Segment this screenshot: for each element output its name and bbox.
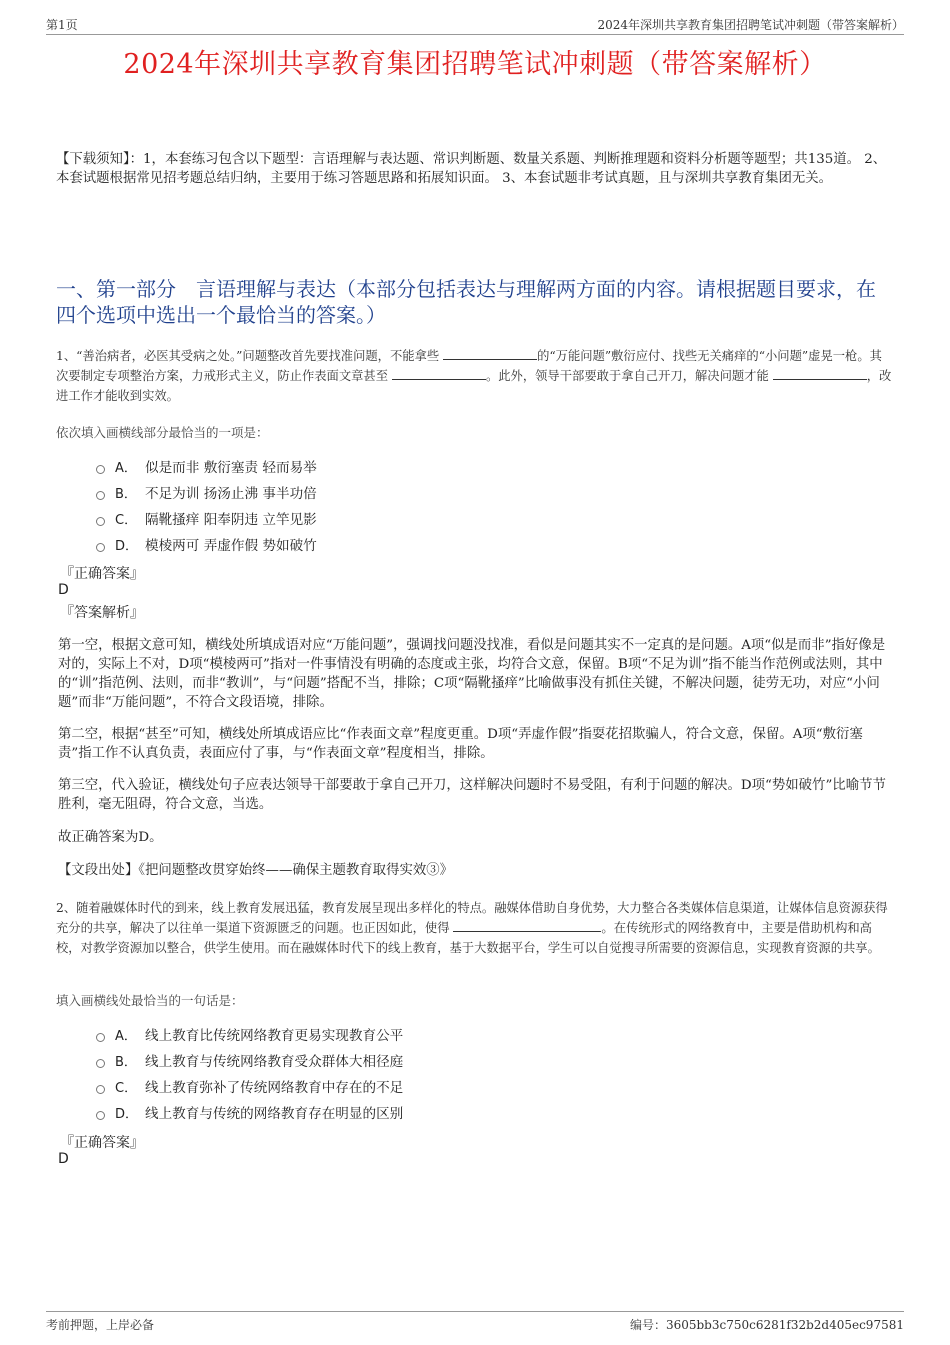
correct-answer: D: [58, 582, 69, 598]
option-text: 线上教育比传统网络教育更易实现教育公平: [145, 1028, 404, 1044]
radio-button[interactable]: [96, 1033, 105, 1042]
question-1-text-4: ，改进工作才能收到实效。: [56, 369, 892, 403]
option-b[interactable]: [96, 1047, 403, 1073]
radio-button[interactable]: [96, 1085, 105, 1094]
radio-button[interactable]: [96, 491, 105, 500]
document-title: 2024年深圳共享教育集团招聘笔试冲刺题（带答案解析）: [123, 49, 827, 80]
question-2-text-1: 2、随着融媒体时代的到来，线上教育发展迅猛，教育发展呈现出多样化的特点。融媒体借助自身优势，大力整合各类媒体信息渠道，让媒体信息资源获得充分的共享，解决了以往单一渠道下资源匮乏的问题。也正因如此，使得: [56, 901, 888, 935]
option-letter: A．: [115, 1028, 137, 1044]
option-letter: A．: [115, 460, 137, 476]
correct-answer-label: 『正确答案』: [60, 566, 144, 582]
option-text: 模棱两可 弄虚作假 势如破竹: [145, 538, 317, 554]
option-text: 似是而非 敷衍塞责 轻而易举: [145, 460, 317, 476]
question-2-prompt: 填入画横线处最恰当的一句话是：: [56, 993, 244, 1008]
radio-button[interactable]: [96, 1111, 105, 1120]
radio-button[interactable]: [96, 1059, 105, 1068]
analysis-paragraph: 第二空，根据“甚至”可知，横线处所填成语应比“作表面文章”程度更重。D项“弄虚作假”指耍花招欺骗人，符合文意，保留。A项“敷衍塞责”指工作不认真负责，表面应付了事，与“作表面文章”程度相当，排除。: [58, 727, 863, 761]
analysis-label: 『答案解析』: [60, 605, 144, 621]
analysis-paragraph: 第三空，代入验证，横线处句子应表达领导干部要敢于拿自己开刀，这样解决问题时不易受阻，有利于问题的解决。D项“势如破竹”比喻节节胜利，毫无阻碍，符合文意，当选。: [58, 778, 886, 812]
option-a[interactable]: [96, 1021, 403, 1047]
question-2-text-2: 。在传统形式的网络教育中，主要是借助机构和高校，对教学资源加以整合，供学生使用。而在融媒体时代下的线上教育，基于大数据平台，学生可以自觉搜寻所需要的资源信息，实现教育资源的共享。: [56, 921, 880, 955]
download-notice: 【下载须知】：1，本套练习包含以下题型：言语理解与表达题、常识判断题、数量关系题、判断推理题和资料分析题等题型；共135道。 2、本套试题根据常见招考题总结归纳，主要用于练习答题思路和拓展知识面。 3、本套试题非考试真题，且与深圳共享教育集团无关。: [56, 152, 887, 186]
option-letter: B．: [115, 1054, 137, 1070]
radio-button[interactable]: [96, 543, 105, 552]
page-footer: [46, 1311, 904, 1336]
section-heading: 一、第一部分 言语理解与表达（本部分包括表达与理解两方面的内容。请根据题目要求，在四个选项中选出一个最恰当的答案。）: [56, 277, 876, 327]
blank-line: [443, 347, 537, 360]
option-text: 不足为训 扬汤止沸 事半功倍: [145, 486, 317, 502]
analysis-conclusion: 故正确答案为D。: [58, 830, 163, 845]
option-letter: C．: [115, 1080, 138, 1096]
document-id: 编号：3605bb3c750c6281f32b2d405ec97581: [629, 1318, 904, 1332]
option-text: 线上教育与传统的网络教育存在明显的区别: [145, 1106, 404, 1122]
option-text: 线上教育弥补了传统网络教育中存在的不足: [145, 1080, 404, 1096]
question-1-stem: [56, 346, 894, 406]
option-c[interactable]: [96, 505, 317, 531]
page-number: 第1页: [46, 18, 78, 32]
radio-button[interactable]: [96, 517, 105, 526]
blank-line: [453, 919, 601, 932]
option-text: 线上教育与传统网络教育受众群体大相径庭: [145, 1054, 404, 1070]
option-letter: B．: [115, 486, 137, 502]
correct-answer-label: 『正确答案』: [60, 1135, 144, 1151]
page-header: [46, 14, 904, 35]
option-a[interactable]: [96, 453, 317, 479]
question-1-text-2: 的“万能问题”敷衍应付、找些无关痛痒的“小问题”虚晃一枪。其次要制定专项整治方案，力戒形式主义，防止作表面文章甚至: [56, 349, 882, 383]
radio-button[interactable]: [96, 465, 105, 474]
question-1-prompt: 依次填入画横线部分最恰当的一项是：: [56, 425, 269, 440]
question-2-options: [96, 1021, 403, 1125]
option-letter: C．: [115, 512, 138, 528]
blank-line: [773, 367, 867, 380]
option-letter: D．: [115, 1106, 139, 1122]
option-letter: D．: [115, 538, 139, 554]
option-c[interactable]: [96, 1073, 403, 1099]
question-1-options: [96, 453, 317, 557]
header-doc-title: 2024年深圳共享教育集团招聘笔试冲刺题（带答案解析）: [597, 18, 904, 32]
question-1-text-1: 1、“善治病者，必医其受病之处。”问题整改首先要找准问题，不能拿些: [56, 349, 444, 363]
source-citation: 【文段出处】《把问题整改贯穿始终——确保主题教育取得实效③》: [58, 863, 454, 878]
question-1-text-3: 。此外，领导干部要敢于拿自己开刀，解决问题才能: [485, 369, 773, 383]
option-d[interactable]: [96, 531, 317, 557]
option-d[interactable]: [96, 1099, 403, 1125]
analysis-paragraph: 第一空，根据文意可知，横线处所填成语对应“万能问题”，强调找问题没找准，看似是问题其实不一定真的是问题。A项“似是而非”指好像是对的，实际上不对，D项“模棱两可”指对一件事情没有明确的态度或主张，均符合文意，保留。B项“不足为训”指不能当作范例或法则，其中的“训”指范例、法则，而非“教训”，与“问题”搭配不当，排除；C项“隔靴搔痒”比喻做事没有抓住关键，不解决问题，徒劳无功，对应“小问题”而非“万能问题”，不符合文段语境，排除。: [58, 638, 886, 710]
option-b[interactable]: [96, 479, 317, 505]
blank-line: [392, 367, 486, 380]
footer-slogan: 考前押题，上岸必备: [46, 1318, 155, 1332]
question-2-stem: [56, 898, 894, 958]
correct-answer: D: [58, 1151, 69, 1167]
option-text: 隔靴搔痒 阳奉阴违 立竿见影: [145, 512, 317, 528]
